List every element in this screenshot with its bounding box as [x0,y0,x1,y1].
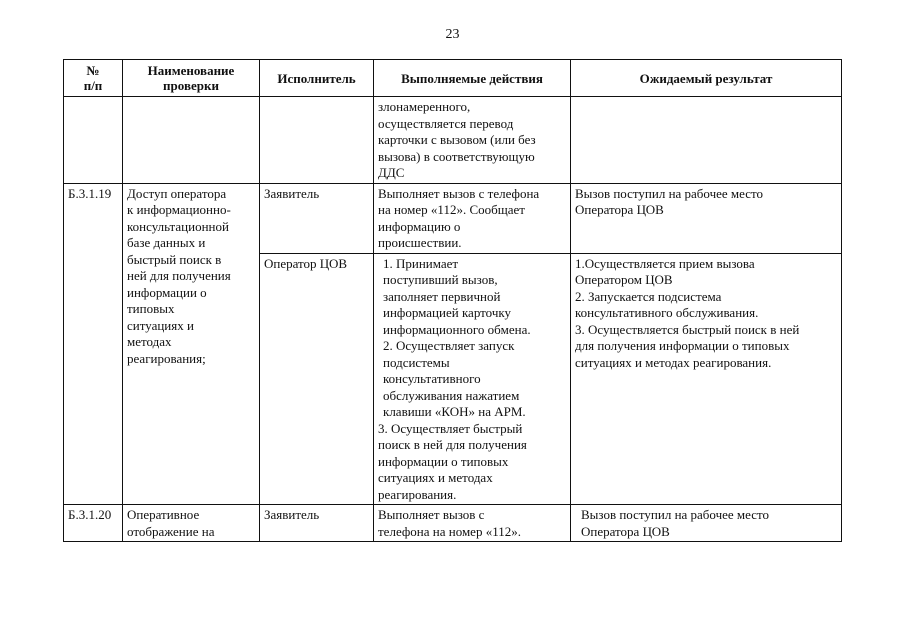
header-actions: Выполняемые действия [374,60,571,97]
checks-table [63,59,842,542]
cell-check-name: Оперативное отображение на [123,505,260,542]
cell-executor [260,97,374,184]
cell-result: 1.Осуществляется прием вызова Оператором ЦОВ 2. Запускается подсистема консультативного обслуживания. 3. Осуществляется быстрый поиск в ней для получения информации о типовых ситуациях и методах реагирования. [571,253,842,505]
cell-executor: Заявитель [260,183,374,253]
cell-number [64,97,123,184]
cell-number: Б.3.1.19 [64,183,123,505]
cell-result: Вызов поступил на рабочее место Оператора ЦОВ [571,505,842,542]
cell-executor: Заявитель [260,505,374,542]
action-step-3: 3. Осуществляет быстрый поиск в ней для получения информации о типовых ситуациях и методах реагирования. [378,420,527,502]
table-row-continued [64,97,842,184]
table-row-b3119-applicant [64,183,842,253]
cell-actions: злонамеренного, осуществляется перевод карточки с вызовом (или без вызова) в соответствующую ДДС [374,97,571,184]
header-check-name: Наименование проверки [123,60,260,97]
cell-actions: Выполняет вызов с телефона на номер «112». Сообщает информацию о происшествии. [374,183,571,253]
action-step-2: 2. Осуществляет запуск подсистемы консультативного обслуживания нажатием клавиши «КОН» на АРМ. [383,338,526,419]
cell-check-name: Доступ оператора к информационно- консультационной базе данных и быстрый поиск в ней для получения информации о типовых ситуациях и методах реагирования; [123,183,260,505]
page-number: 23 [445,27,460,42]
cell-result: Вызов поступил на рабочее место Оператора ЦОВ [571,183,842,253]
table-row-b3120 [64,505,842,542]
header-result: Ожидаемый результат [571,60,842,97]
header-number: № п/п [64,60,123,97]
cell-actions: Выполняет вызов с телефона на номер «112». [374,505,571,542]
action-step-1: 1. Принимает поступивший вызов, заполняет первичной информацией карточку информационного обмена. [383,255,531,337]
cell-actions [374,253,571,505]
cell-result [571,97,842,184]
header-executor: Исполнитель [260,60,374,97]
cell-executor: Оператор ЦОВ [260,253,374,505]
cell-number: Б.3.1.20 [64,505,123,542]
cell-check-name [123,97,260,184]
table-header-row [64,60,842,97]
